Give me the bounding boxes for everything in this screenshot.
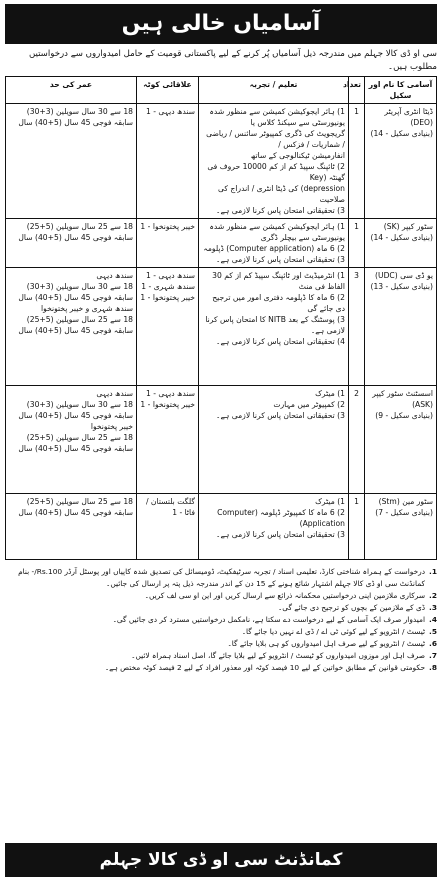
qualification-line: 3) تحقیقاتی امتحان پاس کرنا لازمی ہے۔ <box>216 530 345 539</box>
area-line: خیبر پختونخوا - 1 <box>140 293 195 302</box>
note-item <box>5 590 437 602</box>
table-row <box>6 268 437 386</box>
intro-text: سی او ڈی کالا جہلم میں مندرجہ ذیل آسامیاں پُر کرنے کے لیے پاکستانی قومیت کے حامل امیدواروں سے درخواستیں مطلوب ہیں۔ <box>28 49 437 72</box>
age-line: 18 سے 30 سال سویلین (3+30) <box>26 400 133 409</box>
area-cell <box>137 219 199 268</box>
area-cell <box>137 386 199 494</box>
header-count: تعداد <box>349 77 365 104</box>
note-text: ڈی کے ملازمین کے بچوں کو ترجیح دی جائے گی۔ <box>277 603 426 612</box>
header-age: عمر کی حد <box>6 77 137 104</box>
age-line: سندھ دیہی <box>96 389 133 398</box>
vacancy-table-header <box>6 77 437 104</box>
qualification-line: انفارمیشن ٹیکنالوجی کے ساتھ <box>250 151 345 160</box>
qualification-line: 2) 6 ماہ (Computer application) ڈپلومہ <box>203 244 345 253</box>
qualification-cell <box>199 386 349 494</box>
area-line: خیبر پختونخوا - 1 <box>140 222 195 231</box>
qualification-cell <box>199 268 349 386</box>
note-number: 1. <box>429 567 437 576</box>
area-cell <box>137 494 199 560</box>
age-cell <box>6 219 137 268</box>
post-cell <box>365 386 437 494</box>
area-line: سندھ دیہی - 1 <box>145 271 195 280</box>
age-line: 18 سے 25 سال سویلین (5+25) <box>26 222 133 231</box>
note-text: امیدوار صرف ایک آسامی کے لیے درخواست دے سکتا ہے، نامکمل درخواستیں مسترد کر دی جائیں گی۔ <box>112 615 426 624</box>
post-line: (بنیادی سکیل - 9) <box>375 411 433 420</box>
table-row <box>6 494 437 560</box>
age-line: 18 سے 25 سال سویلین (5+25) <box>26 315 133 324</box>
age-line: سندھ دیہی <box>96 271 133 280</box>
count-value: 1 <box>354 107 359 116</box>
note-number: 5. <box>429 627 437 636</box>
post-line: (بنیادی سکیل - 14) <box>370 129 433 138</box>
table-row <box>6 386 437 494</box>
qualification-line: depression) کی ڈیٹا انٹری / اندراج کی صلاحیت <box>218 184 345 204</box>
age-line: سابقہ فوجی 45 سال (5+40) سال <box>18 293 133 302</box>
count-cell <box>349 219 365 268</box>
post-line: (DEO) <box>410 118 433 127</box>
age-line: سابقہ فوجی 45 سال (5+40) سال <box>18 233 133 242</box>
post-line: یو ڈی سی (UDC) <box>375 271 433 280</box>
age-line: 18 سے 25 سال سویلین (5+25) <box>26 497 133 506</box>
age-line: 18 سے 30 سال سویلین (3+30) <box>26 107 133 116</box>
age-line: سابقہ فوجی 45 سال (5+40) سال <box>18 508 133 517</box>
note-text: صرف اہل اور موزوں امیدواروں کو ٹیسٹ / انٹرویو کے لیے بلایا جائے گا، اصل اسناد ہمراہ لائیں۔ <box>131 651 426 660</box>
qualification-line: 1) میٹرک <box>315 389 345 398</box>
count-cell <box>349 268 365 386</box>
qualification-cell <box>199 494 349 560</box>
footer-signature: کمانڈنٹ سی او ڈی کالا جہلم <box>99 850 343 870</box>
qualification-line: 2) کمپیوٹر میں مہارت <box>273 400 345 409</box>
age-line: سندھ شہری و خیبر پختونخوا <box>41 304 133 313</box>
note-item <box>5 626 437 638</box>
qualification-line: 1) انٹرمیڈیٹ اور ٹائپنگ سپیڈ کم از کم 30 الفاظ فی منٹ <box>212 271 345 291</box>
age-line: خیبر پختونخوا <box>90 422 133 431</box>
note-number: 8. <box>429 663 437 672</box>
table-row <box>6 219 437 268</box>
qualification-line: 1) ہائر ایجوکیشن کمیشن سے منظور شدہ یونیورسٹی سے سیکنڈ کلاس یا <box>209 107 345 127</box>
note-text: درخواست کے ہمراہ شناختی کارڈ، تعلیمی اسناد / تجربہ سرٹیفکیٹ، ڈومیسائل کی تصدیق شدہ کاپیاں اور پوسٹل آرڈر Rs.100/- بنام کمانڈنٹ سی او ڈی کالا جہلم اشتہار شائع ہونے کے 15 دن کے اندر مندرجہ ذیل پتہ پر ارسال کی جائیں۔ <box>18 567 426 588</box>
footer-banner <box>5 843 437 877</box>
age-line: سابقہ فوجی 45 سال (5+40) سال <box>18 411 133 420</box>
vacancy-table <box>5 76 437 560</box>
header-qualification: تعلیم / تجربہ <box>199 77 349 104</box>
count-cell <box>349 104 365 219</box>
note-number: 3. <box>429 603 437 612</box>
header-post: آسامی کا نام اور سکیل <box>365 77 437 104</box>
note-item <box>5 650 437 662</box>
qualification-line: 2) ٹائپنگ سپیڈ کم از کم 10000 حروف فی گھنٹہ (Key <box>207 162 345 182</box>
qualification-cell <box>199 104 349 219</box>
qualification-cell <box>199 219 349 268</box>
ad-title: آسامیاں خالی ہیں <box>121 11 321 36</box>
area-line: گلگت بلتستان / فاٹا - 1 <box>145 497 195 517</box>
age-cell <box>6 386 137 494</box>
age-cell <box>6 268 137 386</box>
count-value: 1 <box>354 222 359 231</box>
note-number: 6. <box>429 639 437 648</box>
count-value: 2 <box>354 389 359 398</box>
note-item <box>5 662 437 674</box>
age-line: سابقہ فوجی 45 سال (5+40) سال <box>18 326 133 335</box>
qualification-line: گریجویٹ کی ڈگری کمپیوٹر سائنس / ریاضی / شماریات / فزکس / <box>206 129 345 149</box>
post-line: اسسٹنٹ سٹور کیپر <box>372 389 433 398</box>
post-line: سٹور مین (Stm) <box>378 497 433 506</box>
note-item <box>5 638 437 650</box>
note-text: سرکاری ملازمین اپنی درخواستیں محکمانہ ذرائع سے ارسال کریں اور این او سی لف کریں۔ <box>144 591 426 600</box>
qualification-line: 4) تحقیقاتی امتحان پاس کرنا لازمی ہے۔ <box>216 337 345 346</box>
area-line: سندھ دیہی - 1 <box>145 389 195 398</box>
area-cell <box>137 268 199 386</box>
qualification-line: 1) ہائر ایجوکیشن کمیشن سے منظور شدہ یونیورسٹی سے بیچلر ڈگری <box>209 222 345 242</box>
count-cell <box>349 386 365 494</box>
age-line: 18 سے 25 سال سویلین (5+25) <box>26 433 133 442</box>
count-value: 1 <box>354 497 359 506</box>
count-value: 3 <box>354 271 359 280</box>
note-text: حکومتی قوانین کے مطابق خواتین کے لیے 10 فیصد کوٹہ اور معذور افراد کے لیے 2 فیصد کوٹہ مختص ہے۔ <box>104 663 426 672</box>
post-line: (بنیادی سکیل - 7) <box>375 508 433 517</box>
post-cell <box>365 104 437 219</box>
post-line: سٹور کیپر (SK) <box>383 222 433 231</box>
note-item <box>5 602 437 614</box>
table-row <box>6 104 437 219</box>
post-cell <box>365 219 437 268</box>
area-cell <box>137 104 199 219</box>
note-text: ٹیسٹ / انٹرویو کے لیے کوئی ٹی اے / ڈی اے نہیں دیا جائے گا۔ <box>241 627 426 636</box>
qualification-line: 2) 6 ماہ کا ڈپلومہ دفتری امور میں ترجیح دی جائے گی <box>212 293 345 313</box>
post-line: ڈیٹا انٹری آپریٹر <box>384 107 433 116</box>
note-number: 4. <box>429 615 437 624</box>
area-line: سندھ شہری - 1 <box>141 282 195 291</box>
qualification-line: 3) تحقیقاتی امتحان پاس کرنا لازمی ہے۔ <box>216 411 345 420</box>
post-cell <box>365 494 437 560</box>
post-cell <box>365 268 437 386</box>
note-number: 7. <box>429 651 437 660</box>
age-line: سابقہ فوجی 45 سال (5+40) سال <box>18 118 133 127</box>
post-line: (بنیادی سکیل - 14) <box>370 233 433 242</box>
age-cell <box>6 104 137 219</box>
post-line: (بنیادی سکیل - 13) <box>370 282 433 291</box>
age-line: سابقہ فوجی 45 سال (5+40) سال <box>18 444 133 453</box>
post-line: (ASK) <box>412 400 433 409</box>
qualification-line: 2) 6 ماہ کا کمپیوٹر ڈپلومہ (Computer Application) <box>217 508 345 528</box>
area-line: خیبر پختونخوا - 1 <box>140 400 195 409</box>
note-item <box>5 566 437 590</box>
note-item <box>5 614 437 626</box>
qualification-line: 1) میٹرک <box>315 497 345 506</box>
count-cell <box>349 494 365 560</box>
note-number: 2. <box>429 591 437 600</box>
qualification-line: 3) تحقیقاتی امتحان پاس کرنا لازمی ہے۔ <box>216 255 345 264</box>
ad-title-banner <box>5 4 437 44</box>
age-cell <box>6 494 137 560</box>
area-line: سندھ دیہی - 1 <box>145 107 195 116</box>
note-text: ٹیسٹ / انٹرویو کے لیے صرف اہل امیدواروں کو ہی بلایا جائے گا۔ <box>227 639 426 648</box>
qualification-line: 3) پوسٹنگ کے بعد NITB کا امتحان پاس کرنا لازمی ہے۔ <box>205 315 345 335</box>
header-area: علاقائی کوٹہ <box>137 77 199 104</box>
age-line: 18 سے 30 سال سویلین (3+30) <box>26 282 133 291</box>
qualification-line: 3) تحقیقاتی امتحان پاس کرنا لازمی ہے۔ <box>216 206 345 215</box>
notes-list <box>5 566 437 674</box>
